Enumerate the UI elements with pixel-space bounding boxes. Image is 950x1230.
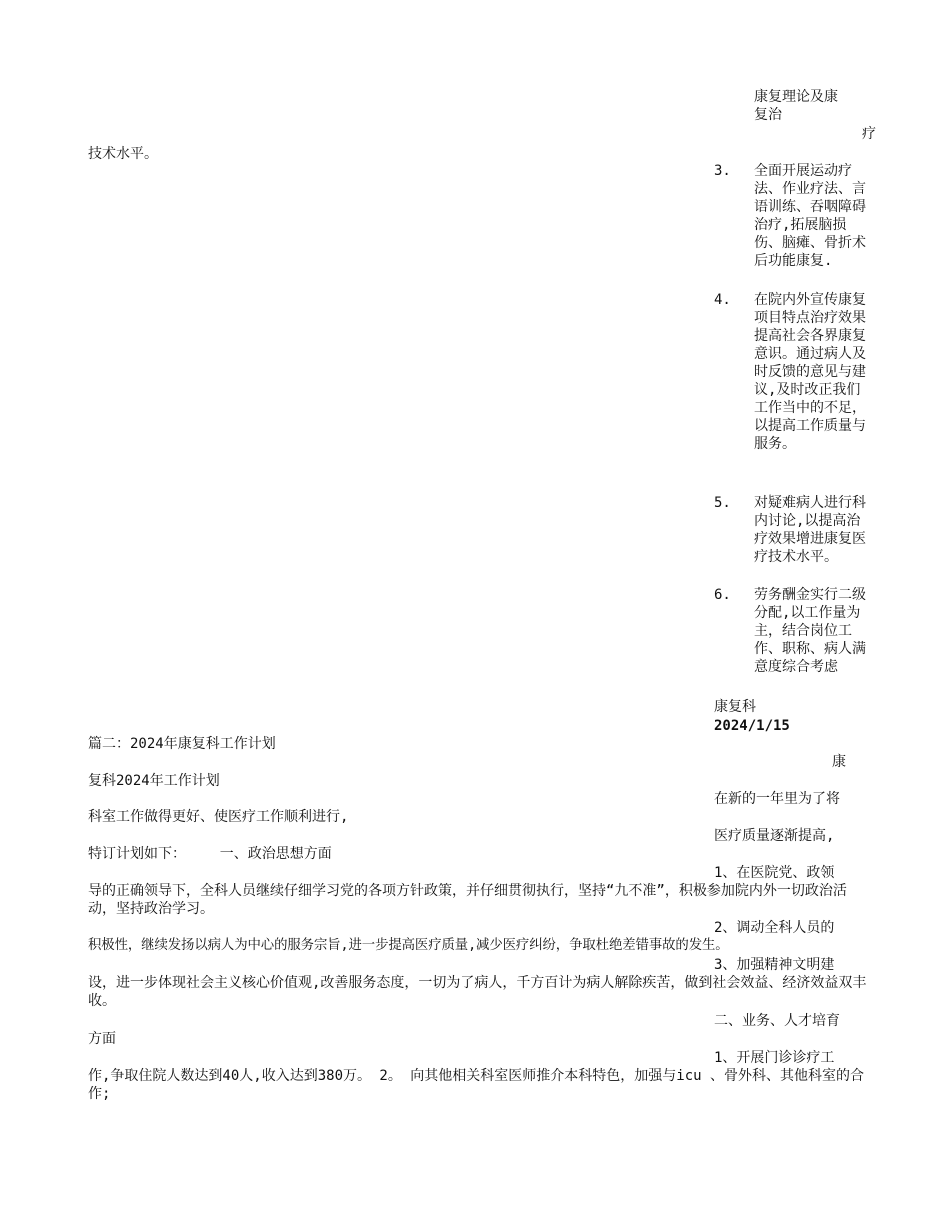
left-fragment: 科室工作做得更好、使医疗工作顺利进行, [88, 809, 349, 825]
list-item-text: 对疑难病人进行科内讨论,以提高治疗效果增进康复医疗技术水平。 [754, 495, 866, 565]
paragraph: 设，进一步体现社会主义核心价值观,改善服务态度，一切为了病人，千方百计为病人解除疾苦，做到社会效益、经济效益双丰收。 [88, 975, 867, 1009]
right-fragment: 医疗质量逐渐提高, [714, 828, 835, 844]
fragment-text: 技术水平。 [88, 146, 158, 162]
right-fragment: 在新的一年里为了将 [714, 791, 840, 807]
fragment-line: 复治 [754, 107, 782, 123]
list-item-number: 6. [714, 587, 731, 603]
right-fragment: 1、开展门诊诊疗工 [714, 1050, 835, 1066]
numbered-list [714, 162, 874, 702]
signature-dept: 康复科 [714, 699, 756, 715]
right-fragment: 1、在医院党、政领 [714, 865, 835, 881]
section-subtitle: 复科2024年工作计划 [88, 773, 220, 789]
fragment-char: 疗 [862, 126, 876, 142]
paragraph: 导的正确领导下，全科人员继续仔细学习党的各项方针政策，并仔细贯彻执行，坚持“九不准”，积极参加院内外一切政治活动，坚持政治学习。 [88, 883, 847, 917]
left-fragment: 方面 [88, 1031, 116, 1047]
fragment-char: 康 [832, 754, 846, 770]
section-heading: 篇二：2024年康复科工作计划 [88, 736, 276, 752]
left-fragment: 特订计划如下： 一、政治思想方面 [88, 846, 332, 862]
right-fragment: 3、加强精神文明建 [714, 957, 835, 973]
fragment-line: 康复理论及康 [754, 89, 838, 105]
right-fragment: 2、调动全科人员的 [714, 920, 835, 936]
right-fragment: 二、业务、人才培育 [714, 1013, 840, 1029]
list-item-text: 全面开展运动疗法、作业疗法、言语训练、吞咽障碍治疗,拓展脑损伤、脑瘫、骨折术后功能康复. [754, 163, 866, 269]
list-item-number: 3. [714, 163, 731, 179]
list-item-text: 在院内外宣传康复项目特点治疗效果提高社会各界康复意识。通过病人及时反馈的意见与建议,及时改正我们工作当中的不足，以提高工作质量与服务。 [754, 292, 866, 452]
list-item-number: 5. [714, 495, 731, 511]
paragraph: 积极性，继续发扬以病人为中心的服务宗旨,进一步提高医疗质量,减少医疗纠纷，争取杜绝差错事故的发生。 [88, 938, 729, 953]
list-item-text: 劳务酬金实行二级分配,以工作量为主，结合岗位工作、职称、病人满意度综合考虑 [754, 587, 866, 675]
paragraph: 作,争取住院人数达到40人,收入达到380万。 2。 向其他相关科室医师推介本科特色，加强与icu 、骨外科、其他科室的合作; [88, 1068, 864, 1102]
list-item-number: 4. [714, 292, 731, 308]
signature-date: 2024/1/15 [714, 718, 790, 734]
